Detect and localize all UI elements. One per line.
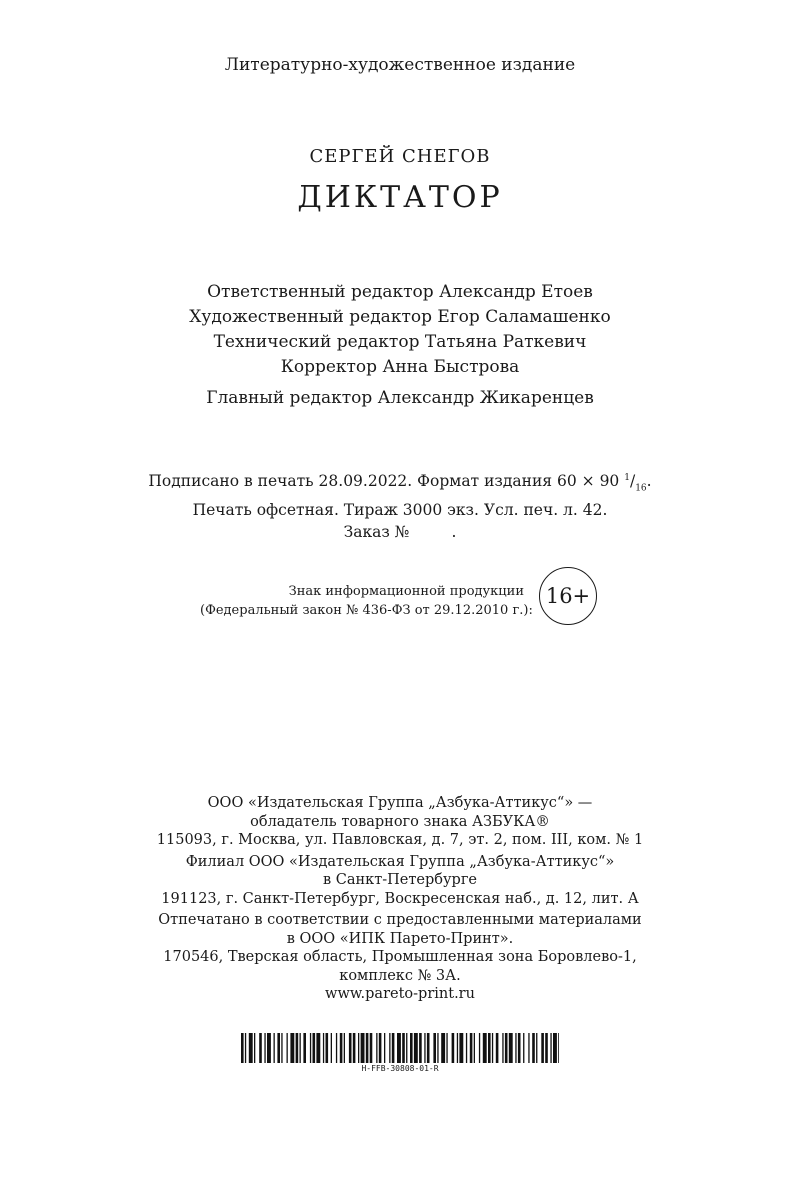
barcode-bar — [259, 1033, 262, 1063]
barcode-bar — [344, 1033, 345, 1063]
barcode-bar — [349, 1033, 352, 1063]
barcode-bar — [427, 1033, 430, 1063]
age-label-line: (Федеральный закон № 436-ФЗ от 29.12.2010 г.): — [200, 603, 533, 618]
barcode-bar — [264, 1033, 265, 1063]
barcode-bar — [528, 1033, 529, 1063]
barcode-bar — [558, 1033, 559, 1063]
imprint-line: Подписано в печать 28.09.2022. Формат издания 60 × 90 $^1/_{16}$. — [0, 467, 800, 499]
barcode-bar — [281, 1033, 282, 1063]
barcode-bar — [254, 1033, 255, 1063]
barcode-bar — [245, 1033, 246, 1063]
barcode-bar — [287, 1033, 288, 1063]
barcode-bar — [466, 1033, 467, 1063]
publisher-block — [0, 794, 800, 850]
barcode-bar — [358, 1033, 359, 1063]
barcode-bar — [536, 1033, 537, 1063]
branch-block — [0, 853, 800, 909]
barcode-bar — [492, 1033, 493, 1063]
credit-line: Корректор Анна Быстрова — [280, 357, 520, 377]
barcode-bar — [316, 1033, 320, 1063]
barcode-bar — [545, 1033, 548, 1063]
barcode-bar — [541, 1033, 544, 1063]
barcode-bar — [483, 1033, 487, 1063]
barcode-bar — [300, 1033, 301, 1063]
branch-line: Филиал ООО «Издательская Группа „Азбука-Аттикус“» — [185, 853, 615, 870]
barcode-bar — [366, 1033, 369, 1063]
printer-line: комплекс № 3А. — [339, 967, 461, 984]
credits-list — [0, 280, 800, 380]
publisher-info — [0, 794, 800, 1007]
printer-line: 170546, Тверская область, Промышленная зона Боровлево-1, — [163, 949, 637, 965]
credit-line: Художественный редактор Егор Саламашенко — [189, 307, 611, 327]
branch-line: в Санкт-Петербурге — [323, 872, 477, 888]
barcode-bar — [518, 1033, 521, 1063]
barcode-bar — [340, 1033, 343, 1063]
printer-url: www.pareto-print.ru — [325, 986, 475, 1002]
barcode-bar — [361, 1033, 365, 1063]
imprint-line: Печать офсетная. Тираж 3000 экз. Усл. печ. л. 42. — [192, 501, 608, 520]
barcode-bar — [446, 1033, 447, 1063]
barcode-icon — [241, 1033, 559, 1063]
barcode-bar — [479, 1033, 480, 1063]
barcode-bar — [326, 1033, 329, 1063]
barcode-bar — [496, 1033, 499, 1063]
age-label-line: Знак информационной продукции — [288, 584, 524, 599]
barcode-bar — [389, 1033, 390, 1063]
barcode-bar — [267, 1033, 271, 1063]
barcode-bar — [532, 1033, 535, 1063]
format-fraction: $^1/_{16}$ — [624, 472, 647, 494]
barcode-bar — [379, 1033, 382, 1063]
branch-line: 191123, г. Санкт-Петербург, Воскресенская наб., д. 12, лит. А — [161, 890, 639, 907]
barcode-bar — [249, 1033, 253, 1063]
barcode-bar — [336, 1033, 337, 1063]
barcode-bar — [397, 1033, 401, 1063]
barcode-bar — [290, 1033, 294, 1063]
barcode-bar — [277, 1033, 280, 1063]
barcode-bar — [296, 1033, 299, 1063]
barcode-bar — [457, 1033, 458, 1063]
barcode-bar — [410, 1033, 413, 1063]
imprint-format: Подписано в печать 28.09.2022. Формат издания 60 × 90 — [148, 472, 620, 491]
publisher-line: 115093, г. Москва, ул. Павловская, д. 7, эт. 2, пом. III, ком. № 1 — [156, 832, 644, 848]
barcode-bar — [384, 1033, 385, 1063]
barcode-bar — [331, 1033, 332, 1063]
fraction-numerator: 1 — [624, 473, 630, 483]
barcode-bar — [459, 1033, 463, 1063]
barcode-bar — [370, 1033, 373, 1063]
barcode-bar — [474, 1033, 475, 1063]
fraction-denominator: 16 — [635, 483, 647, 494]
imprint-order: Заказ № . — [343, 523, 457, 542]
printer-line: в ООО «ИПК Парето-Принт». — [286, 930, 514, 947]
barcode-bar — [376, 1033, 377, 1063]
barcode-bar — [424, 1033, 425, 1063]
barcode-text: H-FFB-30808-01-R — [361, 1064, 439, 1073]
printer-block — [0, 911, 800, 1004]
barcode-bar — [419, 1033, 422, 1063]
barcode-bar — [550, 1033, 551, 1063]
barcode-bar — [274, 1033, 275, 1063]
barcode-bar — [488, 1033, 491, 1063]
barcode-bar — [414, 1033, 418, 1063]
publisher-line: обладатель товарного знака АЗБУКА® — [250, 813, 550, 830]
imprint-block — [0, 467, 800, 543]
age-rating-label — [200, 582, 533, 620]
credit-line: Ответственный редактор Александр Етоев — [207, 282, 593, 302]
barcode-bar — [310, 1033, 311, 1063]
barcode-bar — [502, 1033, 503, 1063]
credit-line: Технический редактор Татьяна Раткевич — [213, 332, 587, 352]
age-rating-badge: 16+ — [539, 567, 597, 625]
barcode-bar — [437, 1033, 438, 1063]
barcode-bar — [470, 1033, 473, 1063]
barcode-bar — [303, 1033, 306, 1063]
barcode-bar — [433, 1033, 436, 1063]
barcode-bar — [323, 1033, 324, 1063]
book-title: ДИКТАТОР — [297, 180, 503, 215]
barcode-bar — [523, 1033, 524, 1063]
barcode-bar — [406, 1033, 407, 1063]
barcode-bar — [313, 1033, 316, 1063]
barcode-bar — [441, 1033, 445, 1063]
barcode-bar — [241, 1033, 244, 1063]
printer-line: Отпечатано в соответствии с предоставленными материалами — [158, 912, 642, 928]
barcode-bar — [505, 1033, 508, 1063]
barcode-bar — [553, 1033, 557, 1063]
publisher-line: ООО «Издательская Группа „Азбука-Аттикус“» — — [207, 795, 593, 811]
barcode-bar — [402, 1033, 405, 1063]
order-label: Заказ № — [343, 523, 410, 542]
genre-line: Литературно-художественное издание — [224, 55, 576, 75]
barcode-bar — [353, 1033, 356, 1063]
barcode-bar — [452, 1033, 455, 1063]
chief-editor: Главный редактор Александр Жикаренцев — [206, 388, 594, 408]
barcode-bar — [392, 1033, 395, 1063]
barcode-bar — [515, 1033, 516, 1063]
author-name: СЕРГЕЙ СНЕГОВ — [309, 146, 491, 167]
barcode-bar — [509, 1033, 513, 1063]
